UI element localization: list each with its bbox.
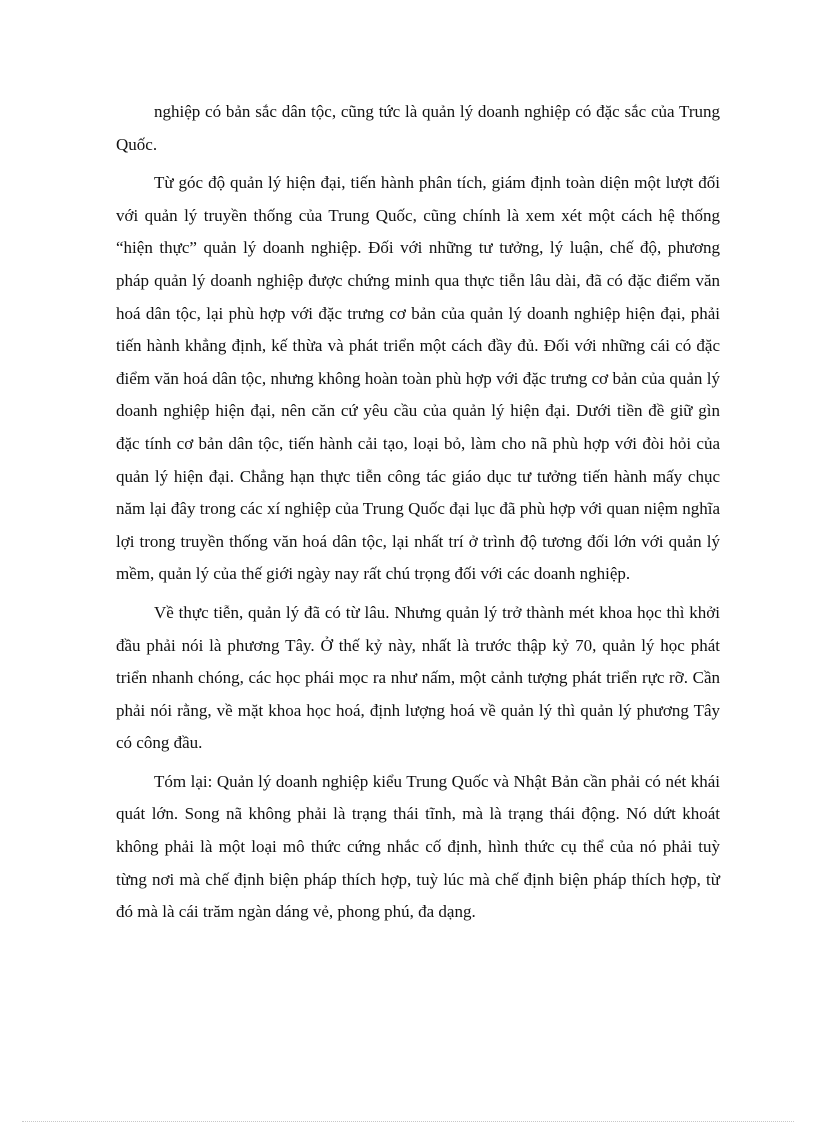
paragraph-western-management: Về thực tiễn, quản lý đã có từ lâu. Nhưng quản lý trở thành mét khoa học thì khởi đầu phải nói là phương Tây. Ở thế kỷ này, nhất là trước thập kỷ 70, quản lý học phát triển nhanh chóng, các học phái mọc ra như nấm, một cảnh tượng phát triển rực rỡ. Cần phải nói rằng, về mặt khoa học hoá, định lượng hoá về quản lý thì quản lý phương Tây có công đầu.	[116, 602, 720, 753]
paragraph-continuation: nghiệp có bản sắc dân tộc, cũng tức là quản lý doanh nghiệp có đặc sắc của Trung Quốc.	[116, 102, 720, 154]
paragraph-modern-management: Từ góc độ quản lý hiện đại, tiến hành phân tích, giám định toàn diện một lượt đối với quản lý truyền thống của Trung Quốc, cũng chính là xem xét một cách hệ thống “hiện thực” quản lý doanh nghiệp. Đối với những tư tưởng, lý luận, chế độ, phương pháp quản lý doanh nghiệp được chứng minh qua thực tiễn lâu dài, đã có đặc điểm văn hoá dân tộc, lại phù hợp với đặc trưng cơ bản của quản lý doanh nghiệp hiện đại, phải tiến hành khẳng định, kế thừa và phát triển một cách đầy đủ. Đối với những cái có đặc điểm văn hoá dân tộc, nhưng không hoàn toàn phù hợp với đặc trưng cơ bản của quản lý doanh nghiệp hiện đại, nên căn cứ yêu cầu của quản lý hiện đại. Dưới tiền đề giữ gìn đặc tính cơ bản dân tộc, tiến hành cải tạo, loại bỏ, làm cho nã phù hợp với đòi hỏi của quản lý hiện đại. Chẳng hạn thực tiễn công tác giáo dục tư tưởng tiến hành mấy chục năm lại đây trong các xí nghiệp của Trung Quốc đại lục đã phù hợp với quan niệm nghĩa lợi trong truyền thống văn hoá dân tộc, lại nhất trí ở trình độ tương đối lớn với quản lý mềm, quản lý của thế giới ngày nay rất chú trọng đối với các doanh nghiệp.	[116, 173, 720, 584]
document-body	[116, 96, 720, 935]
paragraph-conclusion: Tóm lại: Quản lý doanh nghiệp kiểu Trung Quốc và Nhật Bản cần phải có nét khái quát lớn. Song nã không phải là trạng thái tĩnh, mà là trạng thái động. Nó dứt khoát không phải là một loại mô thức cứng nhắc cố định, hình thức cụ thể của nó phải tuỳ từng nơi mà chế định biện pháp thích hợp, tuỳ lúc mà chế định biện pháp thích hợp, từ đó mà là cái trăm ngàn dáng vẻ, phong phú, đa dạng.	[116, 771, 720, 922]
page-bottom-divider	[22, 1121, 794, 1122]
